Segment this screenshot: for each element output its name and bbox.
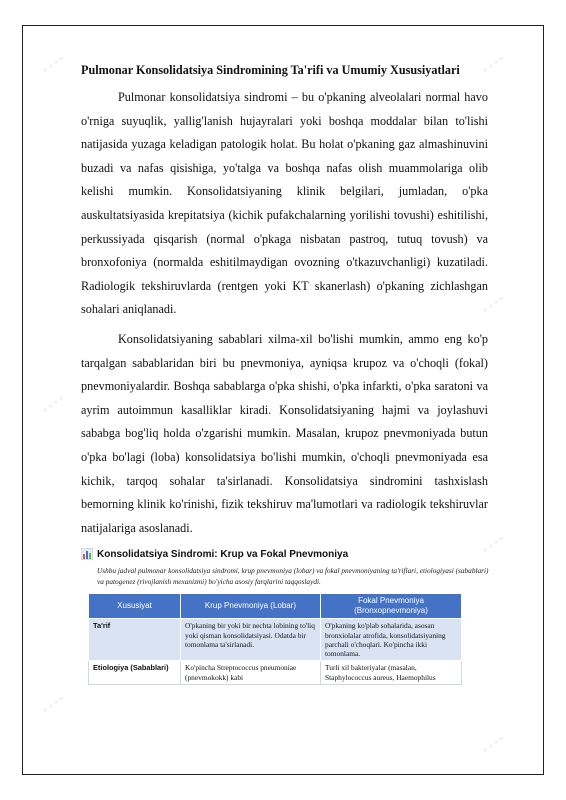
document-title: Pulmonar Konsolidatsiya Sindromining Ta'rifi va Umumiy Xususiyatlari xyxy=(81,63,460,77)
row-label: Ta'rif xyxy=(89,619,181,661)
cell-krup: O'pkaning bir yoki bir nechta lobining to'liq yoki qisman konsolidatsiyasi. Odatda bir tomonlama ta'sirlanadi. xyxy=(181,619,321,661)
section-heading xyxy=(81,546,488,562)
cell-fokal: Turli xil bakteriyalar (masalan, Staphylococcus aureus, Haemophilus xyxy=(321,661,462,685)
bar-chart-icon xyxy=(81,548,93,560)
document-body xyxy=(81,62,488,685)
cell-krup: Ko'pincha Streptococcus pneumoniae (pnevmokokk) kabi xyxy=(181,661,321,685)
header-xususiyat: Xususiyat xyxy=(89,594,181,619)
paragraph-causes: Konsolidatsiyaning sabablari xilma-xil bo'lishi mumkin, ammo eng ko'p tarqalgan sabablaridan biri bu pnevmoniya, ayniqsa krupoz va o'choqli (fokal) pnevmoniyalardir. Boshqa sabablarga o'pka shishi, o'pka infarkti, o'pka saratoni va ayrim autoimmun kasalliklar kiradi. Konsolidatsiyaning hajmi va joylashuvi sababga bog'liq holda o'zgarishi mumkin. Masalan, krupoz pnevmoniyada butun o'pka bo'lagi (loba) konsolidatsiya bo'lishi mumkin, o'choqli pnevmoniyada esa kichik, tarqoq sohalar ta'sirlanadi. Konsolidatsiya sindromini tashxislash bemorning klinik ko'rinishi, fizik tekshiruv ma'lumotlari va radiologik tekshiruvlar natijalariga asoslanadi. xyxy=(81,331,488,535)
row-label: Etiologiya (Sabablari) xyxy=(89,661,181,685)
table-row xyxy=(89,661,462,685)
comparison-table xyxy=(88,593,462,685)
table-row xyxy=(89,619,462,661)
table-caption: Ushbu jadval pulmonar konsolidatsiya sindromi, krup pnevmoniya (lobar) va fokal pnevmoniyaning ta'riflari, etiologiyasi (sabablari) va patogenez (rivojlanish mexanizmi) bo'yicha asosiy farqlarini taqqoslaydi. xyxy=(97,566,489,586)
paragraph-definition: Pulmonar konsolidatsiya sindromi – bu o'pkaning alveolalari normal havo o'rniga suyuqlik, yallig'lanish hujayralari yoki boshqa moddalar bilan to'lishi natijasida yuzaga keladigan patologik holat. Bu holat o'pkaning gaz almashinuvini buzadi va nafas qisishiga, yo'talga va boshqa nafas olish muammolariga olib kelishi mumkin. Konsolidatsiyaning klinik belgilari, jumladan, o'pka auskultatsiyasida krepitatsiya (kichik pufakchalarning yorilishi tovushi) eshitilishi, perkussiyada qisqarish (normal o'pkaga nisbatan pastroq, tutuq tovush) va bronxofoniya (normalda eshitilmaydigan ovozning o'tkazuvchanligi) kuzatiladi. Radiologik tekshiruvlarda (rentgen yoki KT skanerlash) o'pkaning zichlashgan sohalari aniqlanadi. xyxy=(81,90,488,317)
header-fokal: Fokal Pnevmoniya (Bronxopnevmoniya) xyxy=(321,594,462,619)
cell-fokal: O'pkaning ko'plab sohalarida, asosan bronxiolalar atrofida, konsolidatsiyaning parchali o'choqlari. Ko'pincha ikki tomonlama. xyxy=(321,619,462,661)
header-krup: Krup Pnevmoniya (Lobar) xyxy=(181,594,321,619)
section-heading-text: Konsolidatsiya Sindromi: Krup va Fokal Pnevmoniya xyxy=(97,548,349,560)
table-header-row xyxy=(89,594,462,619)
